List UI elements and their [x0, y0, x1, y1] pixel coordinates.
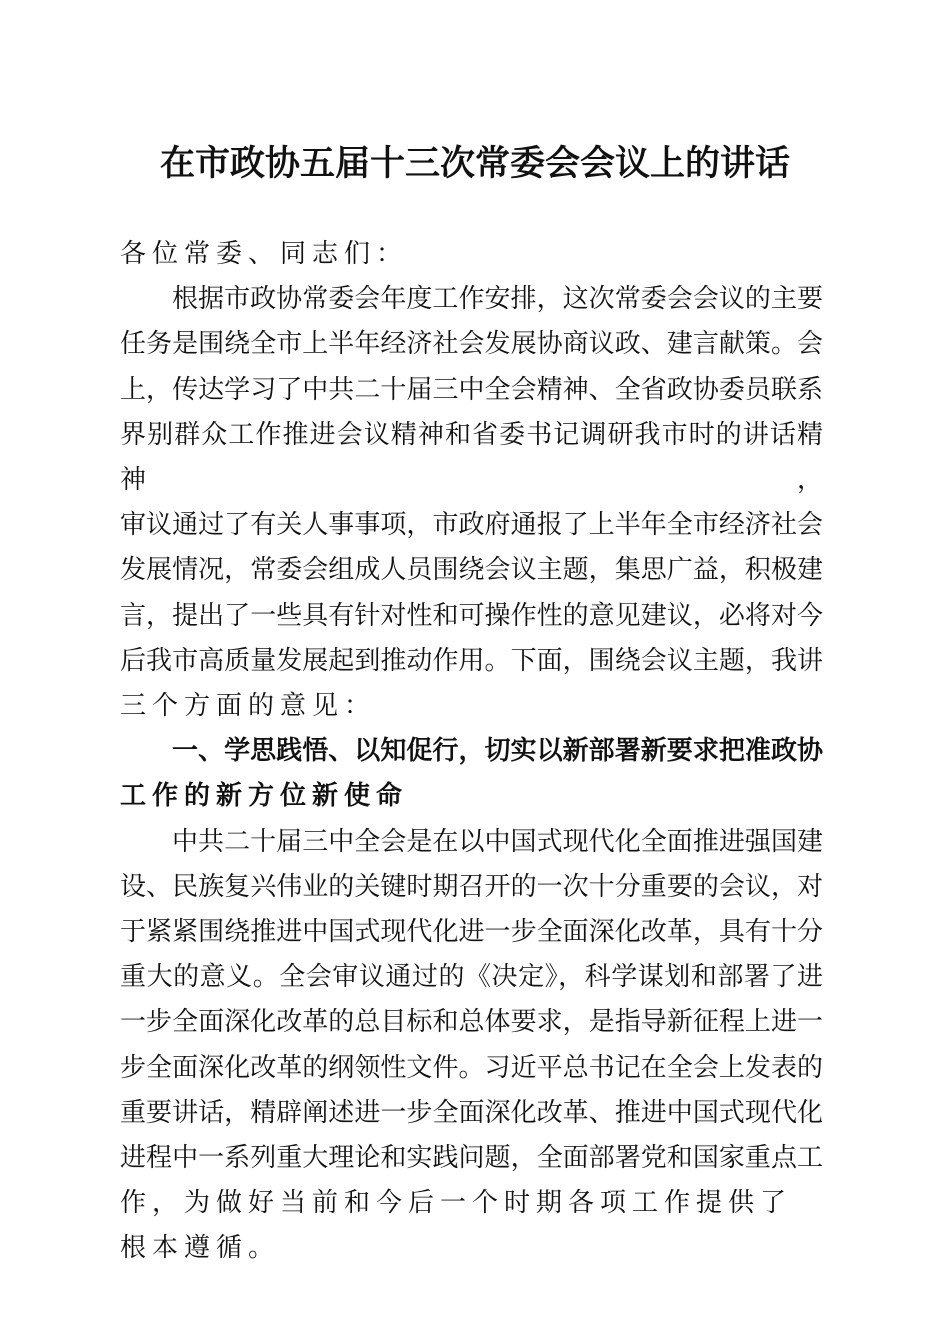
section-heading-line: 一、学思践悟、以知促行，切实以新部署新要求把准政协 [172, 736, 823, 767]
paragraph-line: 后我市高质量发展起到推动作用。下面，围绕会议主题，我讲 [120, 645, 823, 676]
paragraph-line: 步全面深化改革的纲领性文件。习近平总书记在全会上发表的 [120, 1052, 823, 1083]
salutation: 各位常委、同志们： [120, 239, 409, 269]
paragraph-line: 重要讲话，精辟阐述进一步全面深化改革、推进中国式现代化 [120, 1097, 823, 1128]
paragraph-line: 作，为做好当前和今后一个时期各项工作提供了根本遵循。 [120, 1188, 793, 1264]
document-title: 在市政协五届十三次常委会会议上的讲话 [159, 143, 790, 184]
paragraph-line: 发展情况，常委会组成人员围绕会议主题，集思广益，积极建 [120, 555, 823, 586]
paragraph-line: 根据市政协常委会年度工作安排，这次常委会会议的主要 [172, 284, 823, 315]
paragraph-line: 设、民族复兴伟业的关键时期召开的一次十分重要的会议，对 [120, 871, 823, 902]
paragraph-line: 进程中一系列重大理论和实践问题，全面部署党和国家重点工 [120, 1143, 823, 1174]
paragraph-line: 三个方面的意见： [120, 691, 377, 722]
paragraph-line: 任务是围绕全市上半年经济社会发展协商议政、建言献策。会 [120, 329, 823, 360]
section-heading-line: 工作的新方位新使命 [120, 781, 409, 812]
paragraph-line: 审议通过了有关人事事项，市政府通报了上半年全市经济社会 [120, 510, 823, 541]
paragraph-line: 于紧紧围绕推进中国式现代化进一步全面深化改革，具有十分 [120, 917, 823, 948]
paragraph-line: 界别群众工作推进会议精神和省委书记调研我市时的讲话精神， [120, 419, 823, 496]
paragraph-line: 中共二十届三中全会是在以中国式现代化全面推进强国建 [172, 826, 823, 857]
document-body [120, 232, 823, 1272]
paragraph-line: 上，传达学习了中共二十届三中全会精神、全省政协委员联系 [120, 374, 823, 405]
paragraph-line: 重大的意义。全会审议通过的《决定》，科学谋划和部署了进 [120, 962, 823, 993]
paragraph-line: 一步全面深化改革的总目标和总体要求，是指导新征程上进一 [120, 1007, 823, 1038]
paragraph-line: 言，提出了一些具有针对性和可操作性的意见建议，必将对今 [120, 600, 823, 631]
